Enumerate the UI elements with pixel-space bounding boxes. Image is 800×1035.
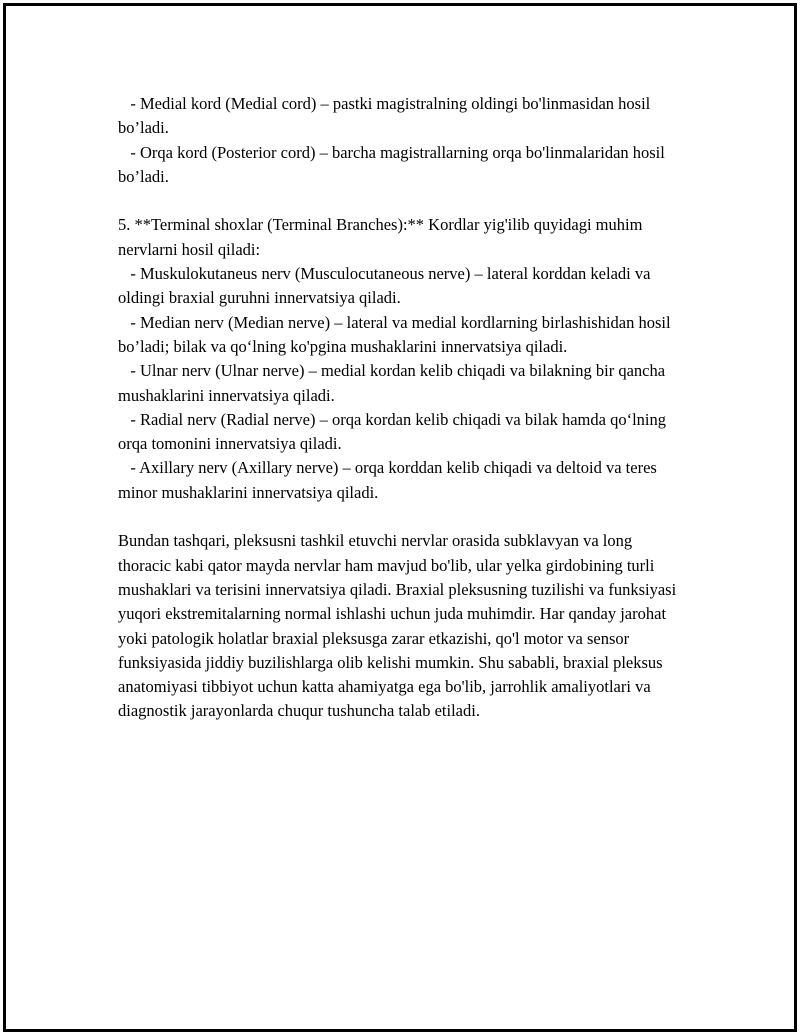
list-item-ulnar: - Ulnar nerv (Ulnar nerve) – medial kordan kelib chiqadi va bilakning bir qancha mushaklarini innervatsiya qiladi.: [118, 361, 670, 405]
terminal-branches-heading: 5. **Terminal shoxlar (Terminal Branches):** Kordlar yig'ilib quyidagi muhim nervlarni hosil qiladi:: [118, 215, 647, 259]
cord-item-posterior: - Orqa kord (Posterior cord) – barcha magistrallarning orqa bo'linmalaridan hosil bo’ladi.: [118, 142, 669, 186]
paragraph-gap: [118, 189, 688, 213]
list-item-musculocutaneous: - Muskulokutaneus nerv (Musculocutaneous nerve) – lateral korddan keladi va oldingi braxial guruhni innervatsiya qiladi.: [118, 264, 655, 308]
list-item-radial: - Radial nerv (Radial nerve) – orqa kordan kelib chiqadi va bilak hamda qo‘lning orqa tomonini innervatsiya qiladi.: [118, 409, 671, 454]
list-item-axillary: - Axillary nerv (Axillary nerve) – orqa korddan kelib chiqadi va deltoid va teres minor mushaklarini innervatsiya qiladi.: [118, 458, 661, 502]
cord-item-medial: - Medial kord (Medial cord) – pastki magistralning oldingi bo'linmasidan hosil bo’ladi.: [118, 94, 655, 138]
closing-paragraph: Bundan tashqari, pleksusni tashkil etuvchi nervlar orasida subklavyan va long thoracic kabi qator mayda nervlar ham mavjud bo'lib, ular yelka girdobining turli mushaklari va terisini innervatsiya qiladi. Braxial pleksusning tuzilishi va funksiyasi yuqori ekstremitalarning normal ishlashi uchun juda muhimdir. Har qanday jarohat yoki patologik holatlar braxial pleksusga zarar etkazishi, qo'l motor va sensor funksiyasida jiddiy buzilishlarga olib kelishi mumkin. Shu sababli, braxial pleksus anatomiyasi tibbiyot uchun katta ahamiyatga ega bo'lib, jarrohlik amaliyotlari va diagnostik jarayonlarda chuqur tushuncha talab etiladi.: [118, 531, 681, 721]
paragraph-gap: [118, 505, 688, 529]
list-item-median: - Median nerv (Median nerve) – lateral va medial kordlarning birlashishidan hosil bo’ladi; bilak va qo‘lning ko'pgina mushaklarini innervatsiya qiladi.: [118, 312, 675, 356]
document-body: [118, 92, 688, 724]
